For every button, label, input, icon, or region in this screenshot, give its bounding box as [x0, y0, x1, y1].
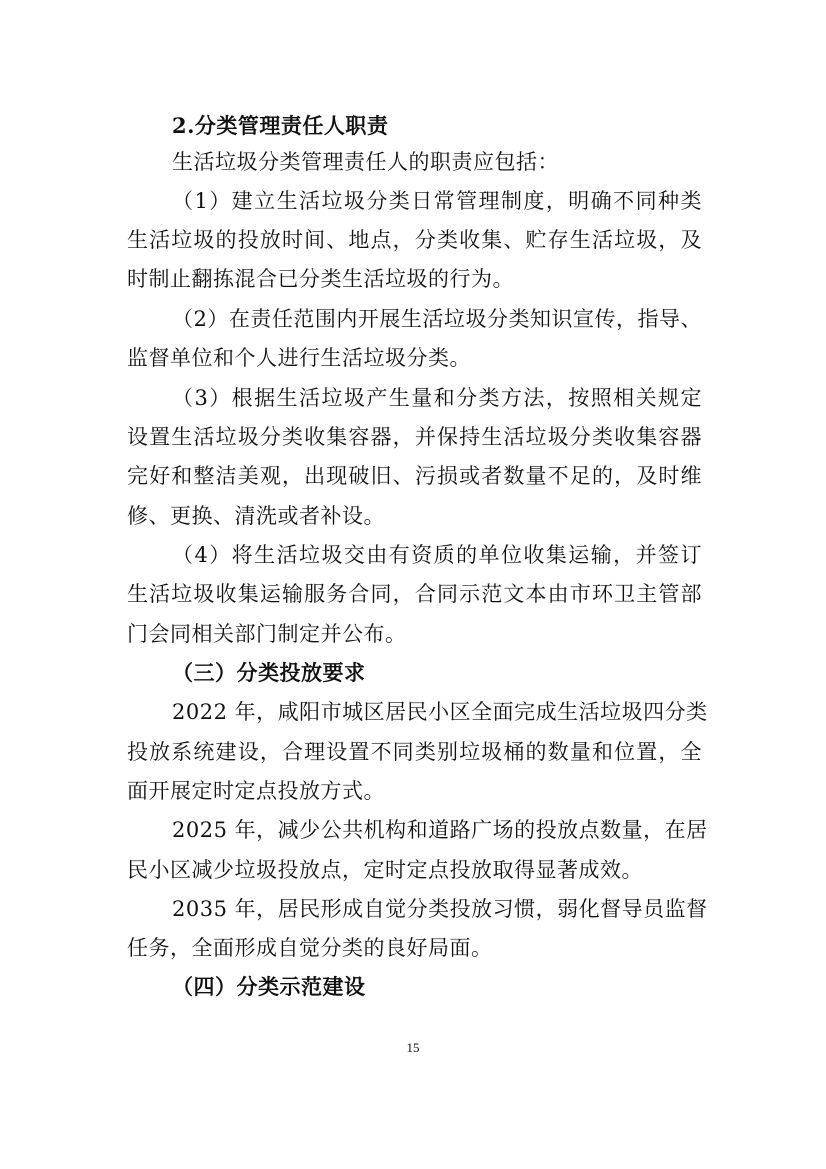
section-heading-3: （三）分类投放要求	[172, 660, 366, 685]
paragraph-4-line-3: 门会同相关部门制定并公布。	[127, 622, 407, 646]
page-number: 15	[406, 1040, 420, 1055]
paragraph-3-line-1: （3）根据生活垃圾产生量和分类方法，按照相关规定	[172, 386, 702, 410]
paragraph-5-line-1: 2022 年，咸阳市城区居民小区全面完成生活垃圾四分类	[172, 700, 708, 724]
paragraph-4-line-2: 生活垃圾收集运输服务合同，合同示范文本由市环卫主管部	[127, 582, 702, 606]
paragraph-4-line-1: （4）将生活垃圾交由有资质的单位收集运输，并签订	[172, 543, 702, 567]
paragraph-1-line-1: （1）建立生活垃圾分类日常管理制度，明确不同种类	[172, 189, 702, 213]
paragraph-7-line-1: 2035 年，居民形成自觉分类投放习惯，弱化督导员监督	[172, 897, 708, 921]
paragraph-2-line-2: 监督单位和个人进行生活垃圾分类。	[127, 346, 471, 370]
paragraph-7-line-2: 任务，全面形成自觉分类的良好局面。	[127, 936, 493, 960]
paragraph-3-line-2: 设置生活垃圾分类收集容器，并保持生活垃圾分类收集容器	[127, 425, 702, 449]
paragraph-3-line-4: 修、更换、清洗或者补设。	[127, 504, 385, 528]
section-heading-duties: 2.分类管理责任人职责	[172, 113, 389, 138]
paragraph-intro: 生活垃圾分类管理责任人的职责应包括：	[172, 150, 559, 174]
paragraph-5-line-3: 面开展定时定点投放方式。	[127, 779, 385, 803]
paragraph-6-line-2: 民小区减少垃圾投放点，定时定点投放取得显著成效。	[127, 858, 643, 882]
paragraph-6-line-1: 2025 年，减少公共机构和道路广场的投放点数量，在居	[172, 818, 708, 842]
section-heading-4: （四）分类示范建设	[172, 974, 366, 999]
paragraph-2-line-1: （2）在责任范围内开展生活垃圾分类知识宣传，指导、	[172, 307, 702, 331]
paragraph-5-line-2: 投放系统建设，合理设置不同类别垃圾桶的数量和位置，全	[127, 740, 702, 764]
paragraph-3-line-3: 完好和整洁美观，出现破旧、污损或者数量不足的，及时维	[127, 464, 702, 488]
paragraph-1-line-2: 生活垃圾的投放时间、地点，分类收集、贮存生活垃圾，及	[127, 228, 702, 252]
paragraph-1-line-3: 时制止翻拣混合已分类生活垃圾的行为。	[127, 267, 514, 291]
